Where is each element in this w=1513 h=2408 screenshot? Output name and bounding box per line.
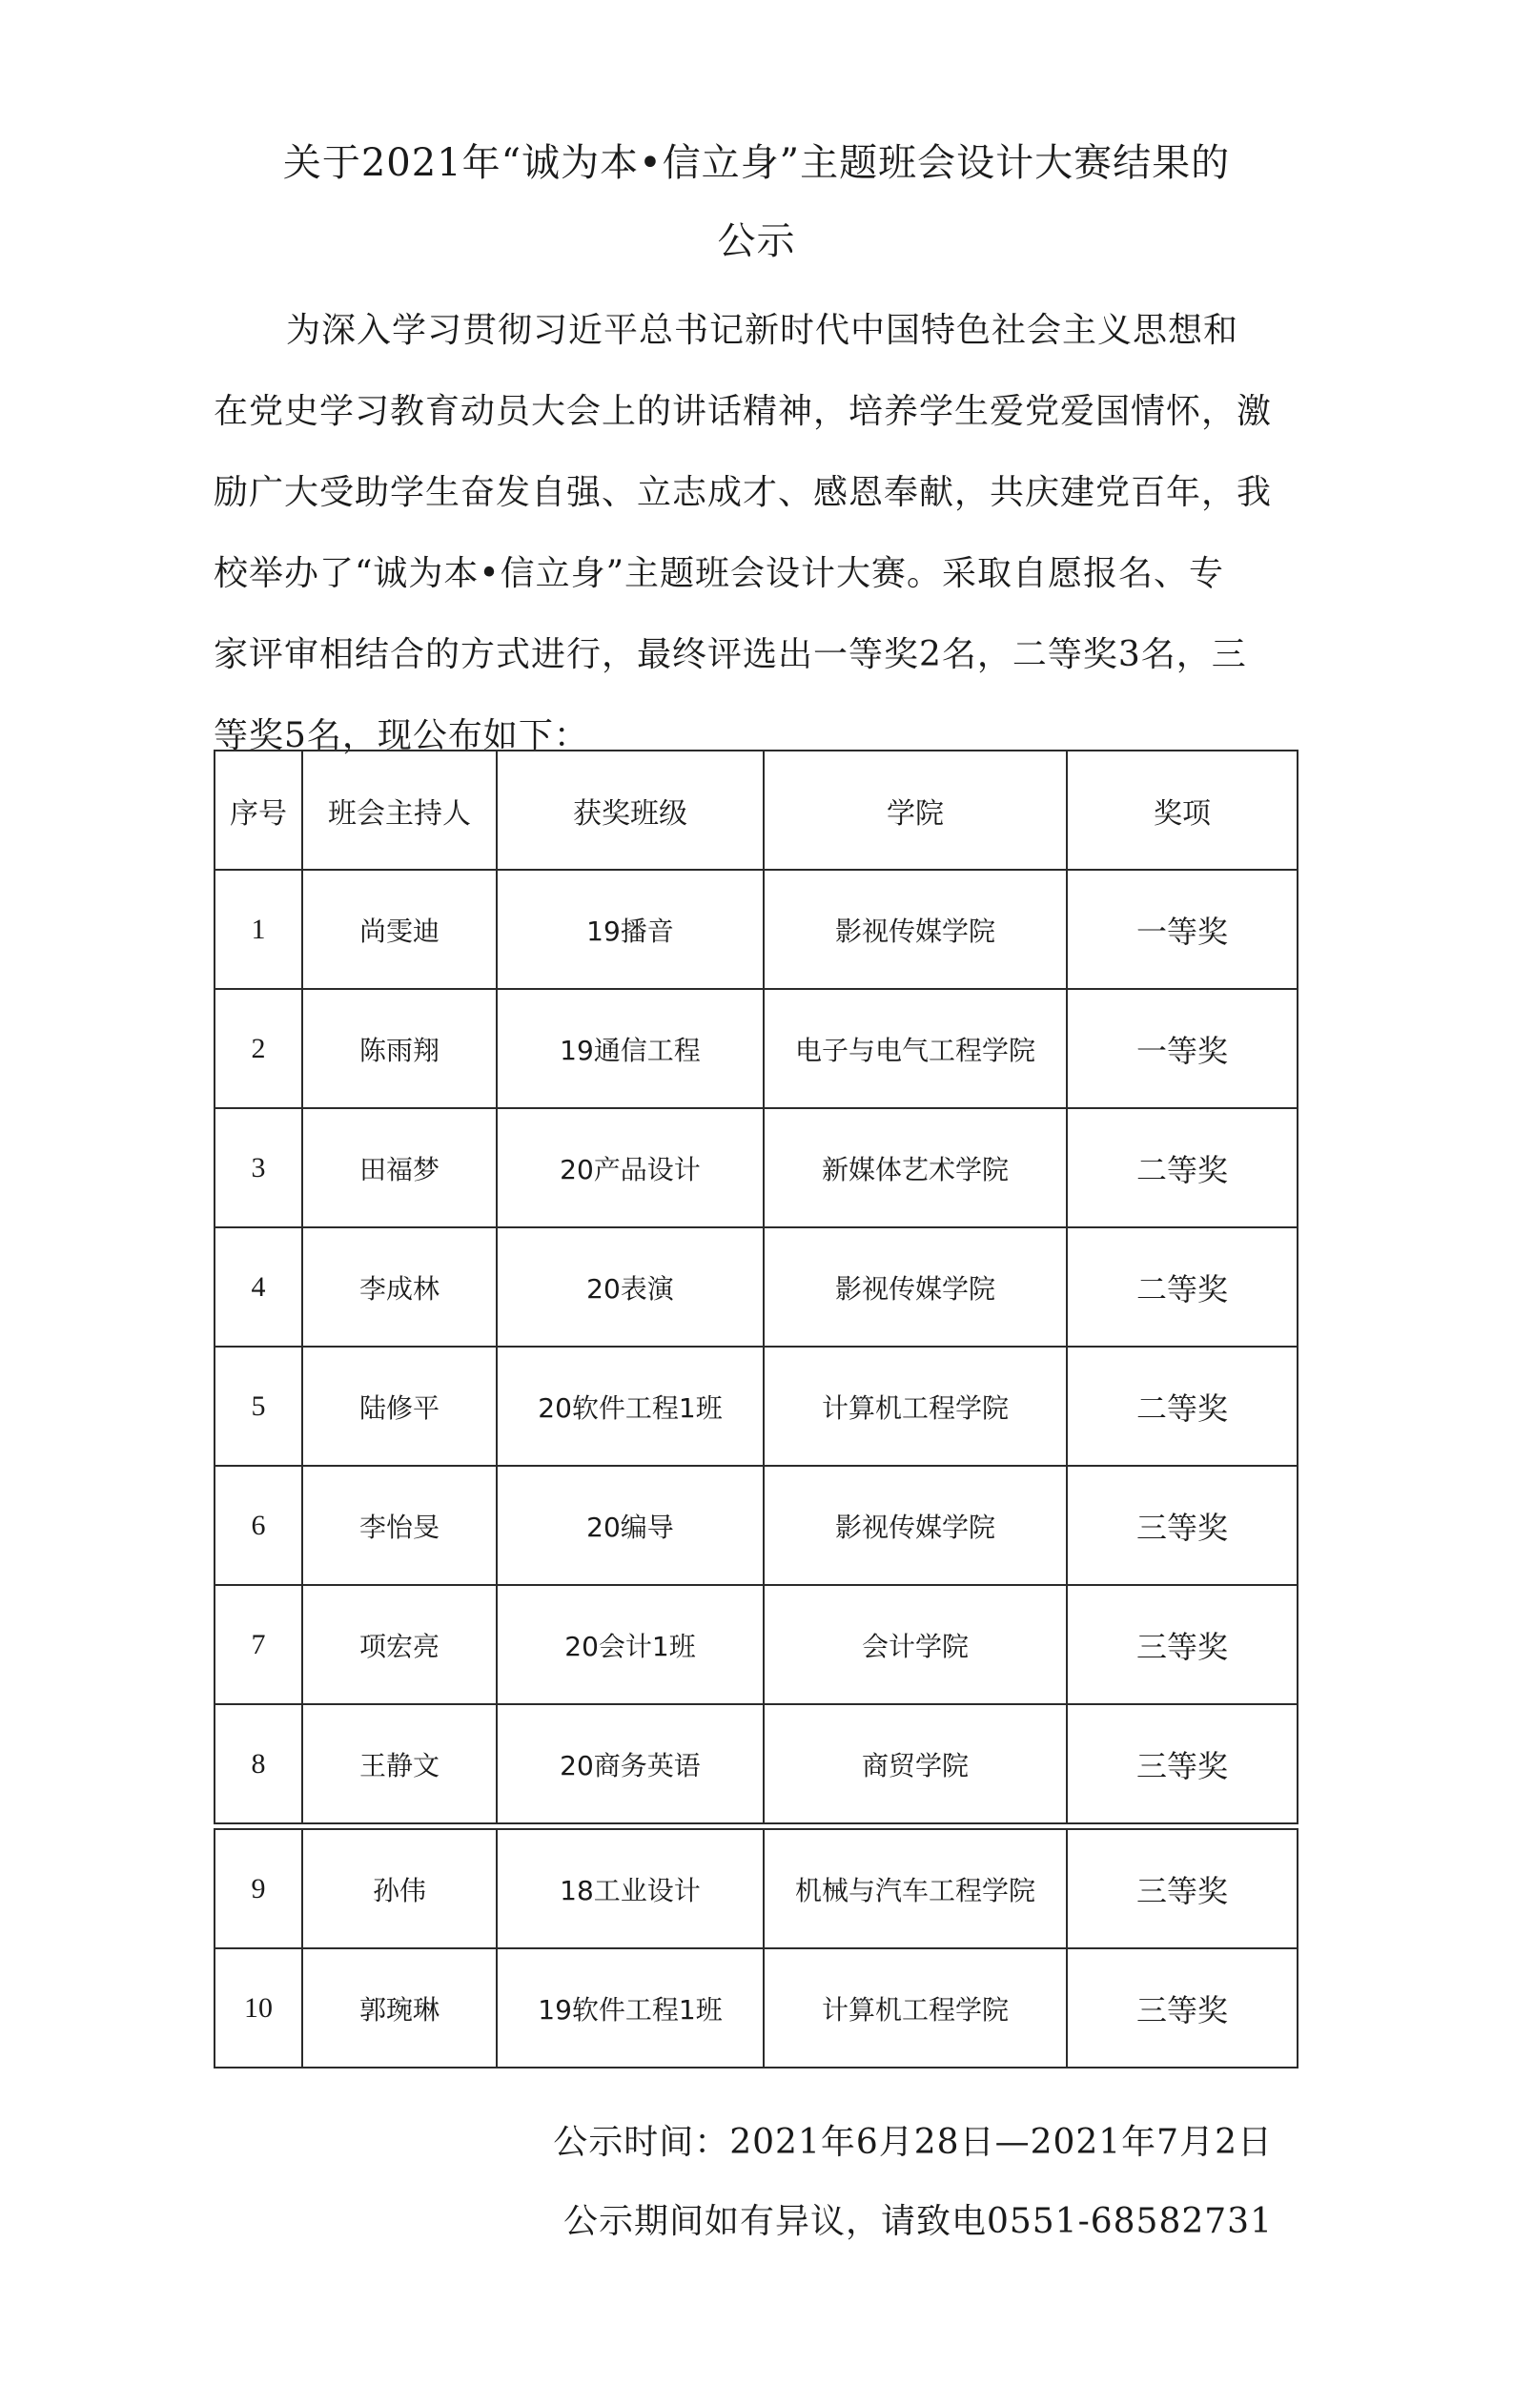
- cell-host: 尚雯迪: [302, 870, 497, 989]
- cell-no: 3: [215, 1108, 302, 1227]
- cell-no: 5: [215, 1347, 302, 1466]
- cell-host: 田福梦: [302, 1108, 497, 1227]
- intro-line: 励广大受助学生奋发自强、立志成才、感恩奉献，共庆建党百年，我: [214, 473, 1273, 512]
- cell-host: 李成林: [302, 1227, 497, 1347]
- cell-college: 计算机工程学院: [764, 1948, 1067, 2068]
- cell-class: 20商务英语: [497, 1704, 764, 1823]
- cell-host: 王静文: [302, 1704, 497, 1823]
- cell-class: 19播音: [497, 870, 764, 989]
- table-row: [215, 1704, 1298, 1823]
- table-row: [215, 1108, 1298, 1227]
- header-class: 获奖班级: [497, 751, 764, 870]
- document-title: 关于2021年“诚为本•信立身”主题班会设计大赛结果的: [282, 141, 1231, 185]
- cell-class: 20软件工程1班: [497, 1347, 764, 1466]
- cell-no: 10: [215, 1948, 302, 2068]
- results-table: [214, 750, 1298, 1824]
- cell-host: 郭琬琳: [302, 1948, 497, 2068]
- cell-college: 影视传媒学院: [764, 870, 1067, 989]
- cell-college: 新媒体艺术学院: [764, 1108, 1067, 1227]
- intro-line: 在党史学习教育动员大会上的讲话精神，培养学生爱党爱国情怀，激: [214, 392, 1273, 431]
- cell-award: 二等奖: [1067, 1347, 1298, 1466]
- header-no: 序号: [215, 751, 302, 870]
- cell-award: 三等奖: [1067, 1466, 1298, 1585]
- intro-paragraph: [214, 290, 1272, 776]
- cell-college: 商贸学院: [764, 1704, 1067, 1823]
- cell-college: 会计学院: [764, 1585, 1067, 1704]
- cell-host: 陆修平: [302, 1347, 497, 1466]
- cell-award: 三等奖: [1067, 1585, 1298, 1704]
- table-header-row: [215, 751, 1298, 870]
- results-table-continued: [214, 1828, 1298, 2068]
- header-college: 学院: [764, 751, 1067, 870]
- cell-college: 影视传媒学院: [764, 1227, 1067, 1347]
- cell-award: 三等奖: [1067, 1829, 1298, 1948]
- table-row: [215, 989, 1298, 1108]
- cell-no: 1: [215, 870, 302, 989]
- cell-no: 7: [215, 1585, 302, 1704]
- cell-award: 三等奖: [1067, 1704, 1298, 1823]
- cell-award: 二等奖: [1067, 1108, 1298, 1227]
- table-row: [215, 1227, 1298, 1347]
- header-host: 班会主持人: [302, 751, 497, 870]
- cell-class: 20产品设计: [497, 1108, 764, 1227]
- intro-line: 家评审相结合的方式进行，最终评选出一等奖2名，二等奖3名，三: [214, 635, 1247, 674]
- table-row: [215, 1829, 1298, 1948]
- cell-host: 项宏亮: [302, 1585, 497, 1704]
- cell-class: 20会计1班: [497, 1585, 764, 1704]
- cell-college: 机械与汽车工程学院: [764, 1829, 1067, 1948]
- cell-class: 19通信工程: [497, 989, 764, 1108]
- table-row: [215, 1948, 1298, 2068]
- cell-no: 6: [215, 1466, 302, 1585]
- intro-line: 为深入学习贯彻习近平总书记新时代中国特色社会主义思想和: [286, 311, 1239, 350]
- cell-award: 三等奖: [1067, 1948, 1298, 2068]
- table-row: [215, 870, 1298, 989]
- cell-class: 20编导: [497, 1466, 764, 1585]
- cell-college: 电子与电气工程学院: [764, 989, 1067, 1108]
- table-row: [215, 1585, 1298, 1704]
- cell-host: 李怡旻: [302, 1466, 497, 1585]
- table-row: [215, 1347, 1298, 1466]
- document-title-continued: 公示: [717, 219, 796, 263]
- cell-no: 2: [215, 989, 302, 1108]
- cell-award: 一等奖: [1067, 870, 1298, 989]
- cell-no: 8: [215, 1704, 302, 1823]
- cell-college: 影视传媒学院: [764, 1466, 1067, 1585]
- cell-class: 18工业设计: [497, 1829, 764, 1948]
- cell-class: 20表演: [497, 1227, 764, 1347]
- cell-host: 孙伟: [302, 1829, 497, 1948]
- cell-no: 9: [215, 1829, 302, 1948]
- table-row: [215, 1466, 1298, 1585]
- announcement-period: 公示时间：2021年6月28日—2021年7月2日: [553, 2123, 1273, 2162]
- cell-college: 计算机工程学院: [764, 1347, 1067, 1466]
- cell-host: 陈雨翔: [302, 989, 497, 1108]
- cell-no: 4: [215, 1227, 302, 1347]
- contact-info: 公示期间如有异议，请致电0551-68582731: [562, 2202, 1273, 2241]
- cell-award: 二等奖: [1067, 1227, 1298, 1347]
- cell-class: 19软件工程1班: [497, 1948, 764, 2068]
- intro-line: 校举办了“诚为本•信立身”主题班会设计大赛。采取自愿报名、专: [214, 554, 1225, 593]
- header-award: 奖项: [1067, 751, 1298, 870]
- cell-award: 一等奖: [1067, 989, 1298, 1108]
- intro-line: 等奖5名，现公布如下：: [214, 716, 589, 755]
